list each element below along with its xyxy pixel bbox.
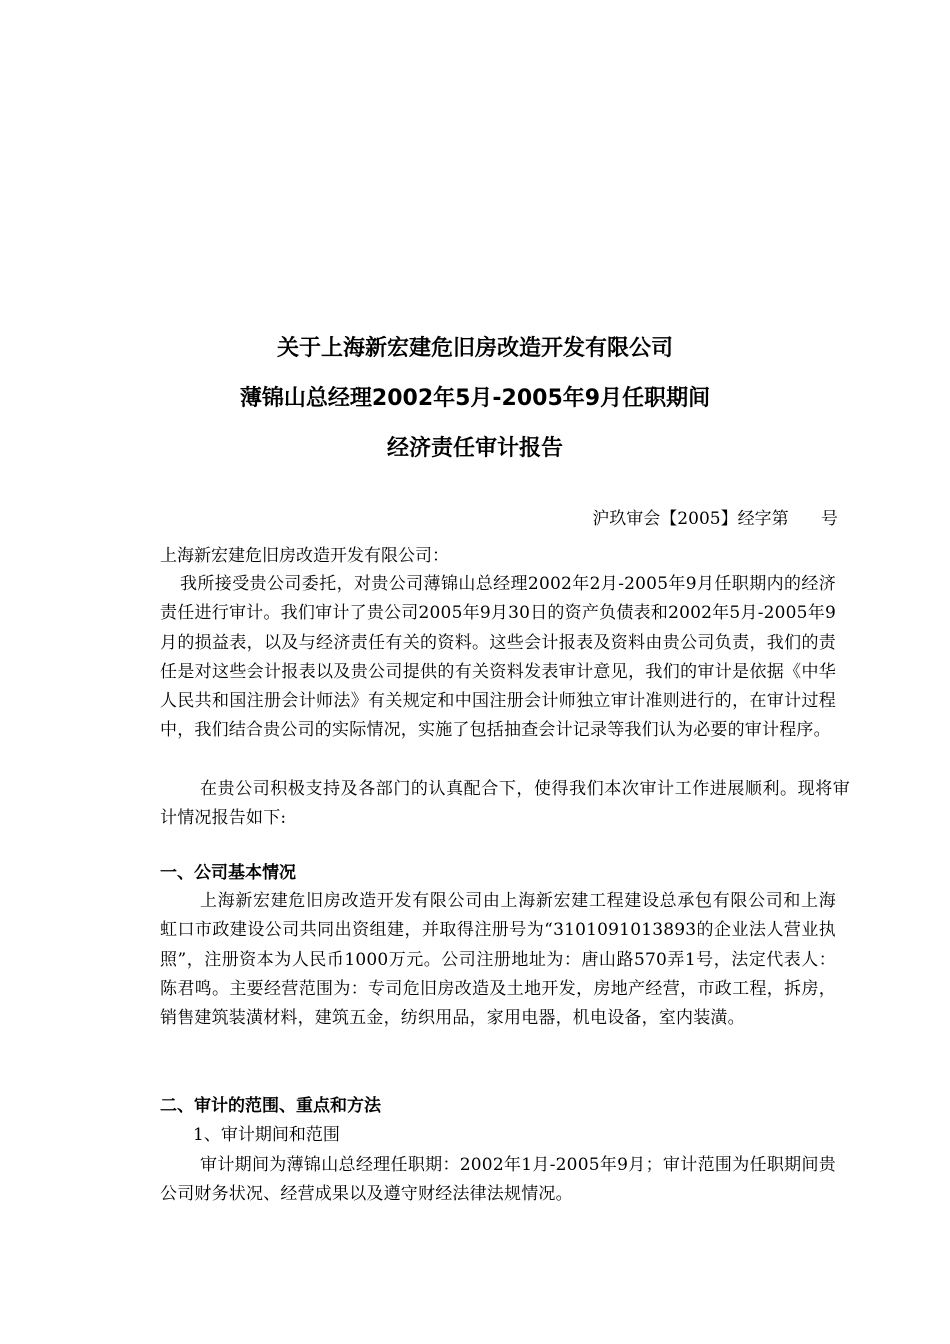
section-2-sub-1-heading: 1、审计期间和范围 — [193, 1125, 340, 1145]
section-2-heading: 二、审计的范围、重点和方法 — [160, 1096, 381, 1116]
section-2-sub-1-body: 审计期间为薄锦山总经理任职期：2002年1月-2005年9月；审计范围为任职期间贵公司财务状况、经营成果以及遵守财经法律法规情况。 — [160, 1155, 836, 1205]
addressee: 上海新宏建危旧房改造开发有限公司： — [160, 546, 449, 566]
section-1-heading: 一、公司基本情况 — [160, 863, 296, 883]
report-title-line-3: 经济责任审计报告 — [386, 436, 563, 461]
report-title-line-1: 关于上海新宏建危旧房改造开发有限公司 — [276, 336, 673, 361]
document-number: 沪玖审会【2005】经字第 号 — [592, 509, 838, 529]
section-1-body: 上海新宏建危旧房改造开发有限公司由上海新宏建工程建设总承包有限公司和上海虹口市政建设公司共同出资组建，并取得注册号为“3101091013893的企业法人营业执照”，注册资本为人民币1000万元。公司注册地址为：唐山路570弄1号，法定代表人：陈君鸣。主要经营范围为：专司危旧房改造及土地开发，房地产经营，市政工程，拆房，销售建筑装潢材料，建筑五金，纺织用品，家用电器，机电设备，室内装潢。 — [160, 891, 836, 1029]
intro-paragraph: 我所接受贵公司委托，对贵公司薄锦山总经理2002年2月-2005年9月任职期内的经济责任进行审计。我们审计了贵公司2005年9月30日的资产负债表和2002年5月-2005年9月的损益表，以及与经济责任有关的资料。这些会计报表及资料由贵公司负责，我们的责任是对这些会计报表以及贵公司提供的有关资料发表审计意见，我们的审计是依据《中华人民共和国注册会计师法》有关规定和中国注册会计师独立审计准则进行的，在审计过程中，我们结合贵公司的实际情况，实施了包括抽查会计记录等我们认为必要的审计程序。 — [160, 574, 836, 741]
support-paragraph: 在贵公司积极支持及各部门的认真配合下，使得我们本次审计工作进展顺利。现将审计情况报告如下: — [160, 779, 850, 829]
report-title-line-2: 薄锦山总经理2002年5月-2005年9月任职期间 — [239, 386, 711, 411]
